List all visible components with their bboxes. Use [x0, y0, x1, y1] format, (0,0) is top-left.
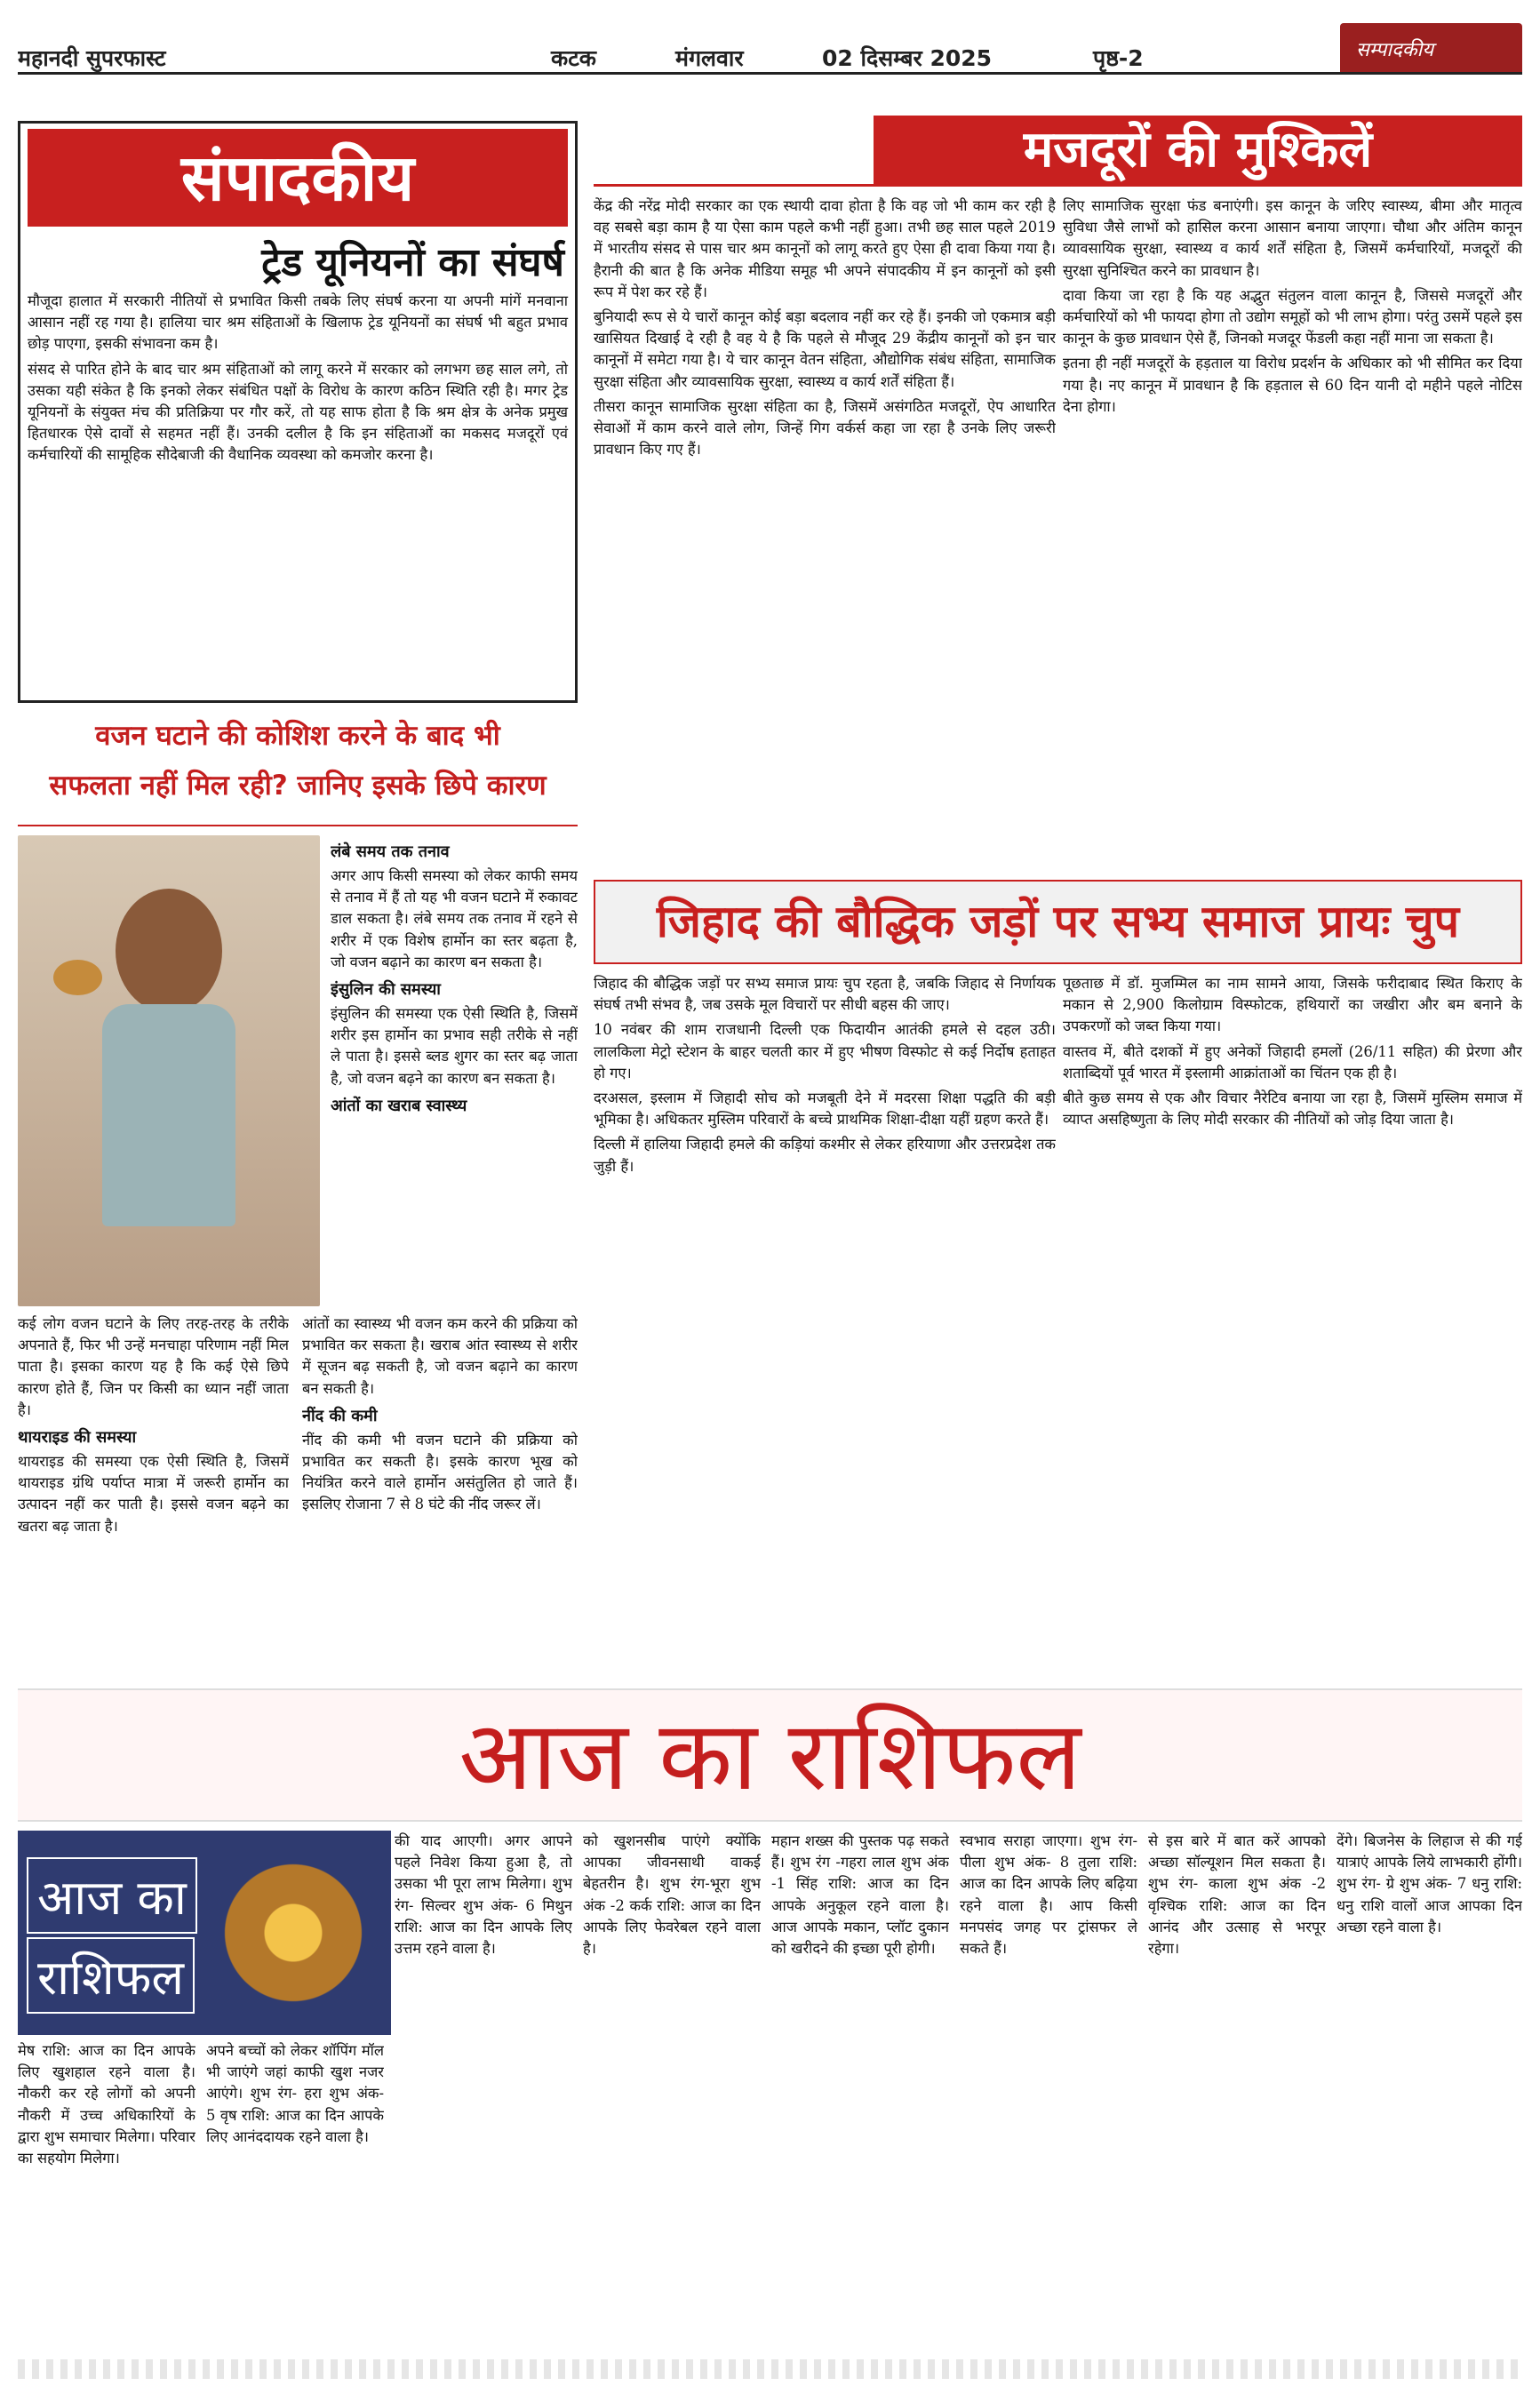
horoscope-column-6 — [960, 1831, 1137, 2351]
horoscope-entry: स्वभाव सराहा जाएगा। शुभ रंग- पीला शुभ अंक- 8 तुला राशि: आज का दिन आपके लिए बढ़िया रहने वाला है। आप किसी मनपसंद जगह पर ट्रांसफर ले सकते हैं। — [960, 1832, 1137, 1958]
horoscope-entry: महान शख्स की पुस्तक पढ़ सकते हैं। शुभ रंग -गहरा लाल शुभ अंक -1 सिंह राशि: आज का दिन आपके अनुकूल रहने वाला है। आज आपके मकान, प्लॉट दुकान को खरीदने की इच्छा पूरी होगी। — [771, 1832, 949, 1958]
weight-column-left — [18, 1313, 289, 1687]
gut-heading: आंतों का खराब स्वास्थ्य — [331, 1096, 467, 1115]
weight-headline — [18, 711, 578, 826]
jihad-paragraph: वास्तव में, बीते दशकों में हुए अनेकों जिहादी हमलों (26/11 सहित) की प्रेरणा और शताब्दियों पूर्व भारत में इस्लामी आक्रांताओं का चिंतन एक ही है। — [1063, 1042, 1522, 1081]
horoscope-entry: अपने बच्चों को लेकर शॉपिंग मॉल भी जाएंगे जहां काफी खुश नजर आएंगे। शुभ रंग- हरा शुभ अंक- 5 वृष राशि: आज का दिन आपके लिए आनंददायक रहने वाला है। — [206, 2042, 384, 2145]
insulin-paragraph: इंसुलिन की समस्या एक ऐसी स्थिति है, जिसमें शरीर इस हार्मोन का प्रभाव सही तरीके से नहीं ले पाता है। इससे ब्लड शुगर का स्तर बढ़ जाता है, जो वजन बढ़ने का कारण बन सकता है। — [331, 1005, 578, 1087]
masthead — [18, 16, 1522, 75]
horoscope-column-5 — [771, 1831, 949, 2351]
horoscope-entry: देंगे। बिजनेस के लिहाज से की गई यात्राएं आपके लिये लाभकारी होंगी। शुभ रंग- ग्रे शुभ अंक- 7 धनु राशि: धनु राशि वालों आज आपका दिन अच्छा रहने वाला है। — [1337, 1832, 1522, 1935]
labour-column-2 — [1063, 196, 1522, 871]
editorial-paragraph: संसद से पारित होने के बाद चार श्रम संहिताओं को लागू करने में सरकार को लगभग छह साल लगे, तो उसका यही संकेत है कि इनको लेकर संबंधित पक्षों के विरोध के कारण कठिन स्थिति रही है। मगर ट्रेड यूनियनों के संयुक्त मंच की प्रतिक्रिया पर गौर करें, तो यह साफ होता है कि श्रम क्षेत्र के अनेक प्रमुख हितधारक ऐसे दावों से सहमत नहीं हैं। उनकी दलील है कि इन संहिताओं का मकसद मजदूरों एवं कर्मचारियों की सामूहिक सौदेबाजी की वैधानिक व्यवस्था को कमजोर करना है। — [28, 360, 568, 464]
editorial-paragraph: मौजूदा हालात में सरकारी नीतियों से प्रभावित किसी तबके लिए संघर्ष करना या अपनी मांगें मनवाना आसान नहीं रह गया है। हालिया चार श्रम संहिताओं के खिलाफ ट्रेड यूनियनों का संघर्ष भी बहुत प्रभाव छोड़ पाएगा, इसकी संभावना कम है। — [28, 292, 568, 353]
jihad-paragraph: दरअसल, इस्लाम में जिहादी सोच को मजबूती देने में मदरसा शिक्षा पद्धति की बड़ी भूमिका है। अधिकतर मुस्लिम परिवारों के बच्चे प्राथमिक शिक्षा-दीक्षा यहीं ग्रहण करते हैं। — [594, 1089, 1056, 1129]
jihad-paragraph: 10 नवंबर की शाम राजधानी दिल्ली एक फिदायीन आतंकी हमले से दहल उठी। लालकिला मेट्रो स्टेशन के बाहर चलती कार में हुए भीषण विस्फोट से कई निर्दोष हताहत हो गए। — [594, 1021, 1056, 1081]
labour-paragraph: लिए सामाजिक सुरक्षा फंड बनाएंगी। इस कानून के जरिए स्वास्थ्य, बीमा और मातृत्व सुविधा जैसे लाभों को हासिल करना आसान बनाया जाएगा। चौथा और अंतिम कानून व्यावसायिक सुरक्षा, स्वास्थ्य व कार्य शर्तें संहिता है, जिसमें कर्मचारियों, मजदूरों की सुरक्षा सुनिश्चित करने का प्रावधान है। — [1063, 197, 1522, 279]
horoscope-entry: की याद आएगी। अगर आपने पहले निवेश किया हुआ है, तो उसका भी पूरा लाभ मिलेगा। शुभ रंग- सिल्वर शुभ अंक- 6 मिथुन राशि: आज का दिन आपके लिए उत्तम रहने वाला है। — [395, 1832, 572, 1958]
zodiac-wheel-icon — [213, 1853, 373, 2013]
thyroid-paragraph: थायराइड की समस्या एक ऐसी स्थिति है, जिसमें थायराइड ग्रंथि पर्याप्त मात्रा में जरूरी हार्मोन का उत्पादन नहीं कर पाती है। इससे वजन बढ़ने का खतरा बढ़ जाता है। — [18, 1453, 289, 1535]
horoscope-column-7 — [1148, 1831, 1326, 2351]
horoscope-column-3 — [395, 1831, 572, 2351]
labour-headline — [594, 116, 1522, 187]
weight-column-right — [331, 835, 578, 1306]
stress-paragraph: अगर आप किसी समस्या को लेकर काफी समय से तनाव में हैं तो यह भी वजन घटाने में रुकावट डाल सकता है। लंबे समय तक तनाव में रहने से शरीर में एक विशेष हार्मोन का स्तर बढ़ता है, जो वजन बढ़ाने का कारण बन सकता है। — [331, 867, 578, 970]
horoscope-column-8 — [1337, 1831, 1522, 2351]
jihad-headline: जिहाद की बौद्धिक जड़ों पर सभ्य समाज प्रायः चुप — [594, 880, 1522, 964]
horoscope-title: आज का राशिफल — [18, 1688, 1522, 1822]
day: मंगलवार — [675, 45, 744, 71]
horoscope-column-4 — [583, 1831, 761, 2351]
labour-paragraph: दावा किया जा रहा है कि यह अद्भुत संतुलन वाला कानून है, जिससे मजदूरों और कर्मचारियों को भी फायदा होगा तो उद्योग समूहों को भी लाभ होगा। परंतु उसमें पहले इस कानून के कुछ प्रावधान ऐसे हैं, जिनको मजदूर फेंडली कहा नहीं माना जा सकता है। — [1063, 286, 1522, 347]
registration-marks — [18, 2359, 1522, 2379]
horoscope-badge-line-2: राशिफल — [27, 1937, 195, 2014]
jihad-paragraph: जिहाद की बौद्धिक जड़ों पर सभ्य समाज प्रायः चुप रहता है, जबकि जिहाद से निर्णायक संघर्ष तभी संभव है, जब उसके मूल विचारों पर सीधी बहस की जाए। — [594, 975, 1056, 1014]
sleep-paragraph: नींद की कमी भी वजन घटाने की प्रक्रिया को प्रभावित कर सकती है। इसके कारण भूख को नियंत्रित करने वाले हार्मोन असंतुलित हो जाते हैं। इसलिए रोजाना 7 से 8 घंटे की नींद जरूर लें। — [302, 1431, 578, 1513]
editorial-title: संपादकीय — [28, 129, 568, 227]
labour-paragraph: इतना ही नहीं मजदूरों के हड़ताल या विरोध प्रदर्शन के अधिकार को भी सीमित कर दिया गया है। नए कानून में प्रावधान है कि हड़ताल से 60 दिन यानी दो महीने पहले नोटिस देना होगा। — [1063, 355, 1522, 415]
jihad-column-1 — [594, 973, 1056, 1684]
horoscope-column-1 — [18, 2040, 195, 2351]
page-number: पृष्ठ-2 — [1093, 45, 1144, 71]
section-logo: सम्पादकीय — [1340, 23, 1522, 75]
jihad-paragraph: दिल्ली में हालिया जिहादी हमले की कड़ियां कश्मीर से लेकर हरियाणा और उत्तरप्रदेश तक जुड़ी हैं। — [594, 1136, 1056, 1175]
labour-paragraph: केंद्र की नरेंद्र मोदी सरकार का एक स्थायी दावा होता है कि वह जो भी काम कर रही है वह सबसे बड़ा काम है या ऐसा काम पहले कभी नहीं हुआ। तभी छह साल पहले 2019 में भारतीय संसद से पास चार श्रम कानूनों को लागू करते हुए ऐसा ही दावा किया गया है। हैरानी की बात है कि अनेक मीडिया समूह भी अपने संपादकीय में इन कानूनों को इसी रूप में पेश कर रहे हैं। — [594, 197, 1056, 300]
stress-heading: लंबे समय तक तनाव — [331, 842, 450, 861]
weight-intro: कई लोग वजन घटाने के लिए तरह-तरह के तरीके अपनाते हैं, फिर भी उन्हें मनचाहा परिणाम नहीं मिल पाता है। इसका कारण यह है कि कई ऐसे छिपे कारण होते हैं, जिन पर किसी का ध्यान नहीं जाता है। — [18, 1315, 289, 1418]
jihad-paragraph: बीते कुछ समय से एक और विचार नैरेटिव बनाया जा रहा है, जिसमें मुस्लिम समाज में व्याप्त असहिष्णुता के लिए मोदी सरकार की नीतियों को जोड़ दिया जाता है। — [1063, 1089, 1522, 1129]
labour-paragraph: बुनियादी रूप से ये चारों कानून कोई बड़ा बदलाव नहीं कर रहे हैं। इनकी जो एकमात्र बड़ी खासियत दिखाई दे रही है वह ये है कि पहले से मौजूद 29 केंद्रीय कानूनों को इन चार कानूनों में समेटा गया है। ये चार कानून वेतन संहिता, औद्योगिक संबंध संहिता, सामाजिक सुरक्षा संहिता और व्यावसायिक सुरक्षा, स्वास्थ्य व कार्य शर्तें संहिता हैं। — [594, 308, 1056, 390]
editorial-subtitle: ट्रेड यूनियनों का संघर्ष — [261, 240, 564, 285]
labour-title: मजदूरों की मुश्किलें — [874, 116, 1522, 185]
paper-name: महानदी सुपरफास्ट — [18, 45, 166, 71]
horoscope-badge-line-1: आज का — [27, 1857, 197, 1934]
sleep-heading: नींद की कमी — [302, 1406, 378, 1425]
jihad-column-2 — [1063, 973, 1522, 1684]
editorial-box — [18, 121, 578, 703]
gut-paragraph: आंतों का स्वास्थ्य भी वजन कम करने की प्रक्रिया को प्रभावित कर सकता है। खराब आंत स्वास्थ्य से शरीर में सूजन बढ़ सकती है, जो वजन बढ़ाने का कारण बन सकती है। — [302, 1315, 578, 1397]
horoscope-entry: मेष राशि: आज का दिन आपके लिए खुशहाल रहने वाला है। नौकरी कर रहे लोगों को अपनी नौकरी में उच्च अधिकारियों के द्वारा शुभ समाचार मिलेगा। परिवार का सहयोग मिलेगा। — [18, 2042, 195, 2167]
weight-title-line-1: वजन घटाने की कोशिश करने के बाद भी — [95, 720, 500, 752]
city: कटक — [551, 45, 597, 71]
weight-column-middle — [302, 1313, 578, 1687]
thyroid-heading: थायराइड की समस्या — [18, 1428, 137, 1448]
date: 02 दिसम्बर 2025 — [822, 45, 993, 71]
labour-paragraph: तीसरा कानून सामाजिक सुरक्षा संहिता का है, जिसमें असंगठित मजदूरों, ऐप आधारित सेवाओं में काम करने वाले लोग, जिन्हें गिग वर्कर्स कहा जा रहा है उनके लिए जरूरी प्रावधान किए गए हैं। — [594, 397, 1056, 459]
labour-column-1 — [594, 196, 1056, 871]
insulin-heading: इंसुलिन की समस्या — [331, 980, 441, 1000]
jihad-paragraph: पूछताछ में डॉ. मुजम्मिल का नाम सामने आया, जिसके फरीदाबाद स्थित किराए के मकान से 2,900 किलोग्राम विस्फोटक, हथियारों का जखीरा और बम बनाने के उपकरणों को जब्त किया गया। — [1063, 975, 1522, 1035]
horoscope-badge — [18, 1831, 391, 2035]
horoscope-entry: से इस बारे में बात करें आपको अच्छा सॉल्यूशन मिल सकता है। शुभ रंग- काला शुभ अंक -2 वृश्चिक राशि: आज का दिन आनंद और उत्साह से भरपूर रहेगा। — [1148, 1832, 1326, 1958]
horoscope-entry: को खुशनसीब पाएंगे क्योंकि आपका जीवनसाथी वाकई बेहतरीन है। शुभ रंग-भूरा शुभ अंक -2 कर्क राशि: आज का दिन आपके लिए फेवरेबल रहने वाला है। — [583, 1832, 761, 1958]
horoscope-column-2 — [206, 2040, 384, 2351]
weight-title-line-2: सफलता नहीं मिल रही? जानिए इसके छिपे कारण — [49, 770, 547, 802]
woman-measuring-waist-photo — [18, 835, 320, 1306]
